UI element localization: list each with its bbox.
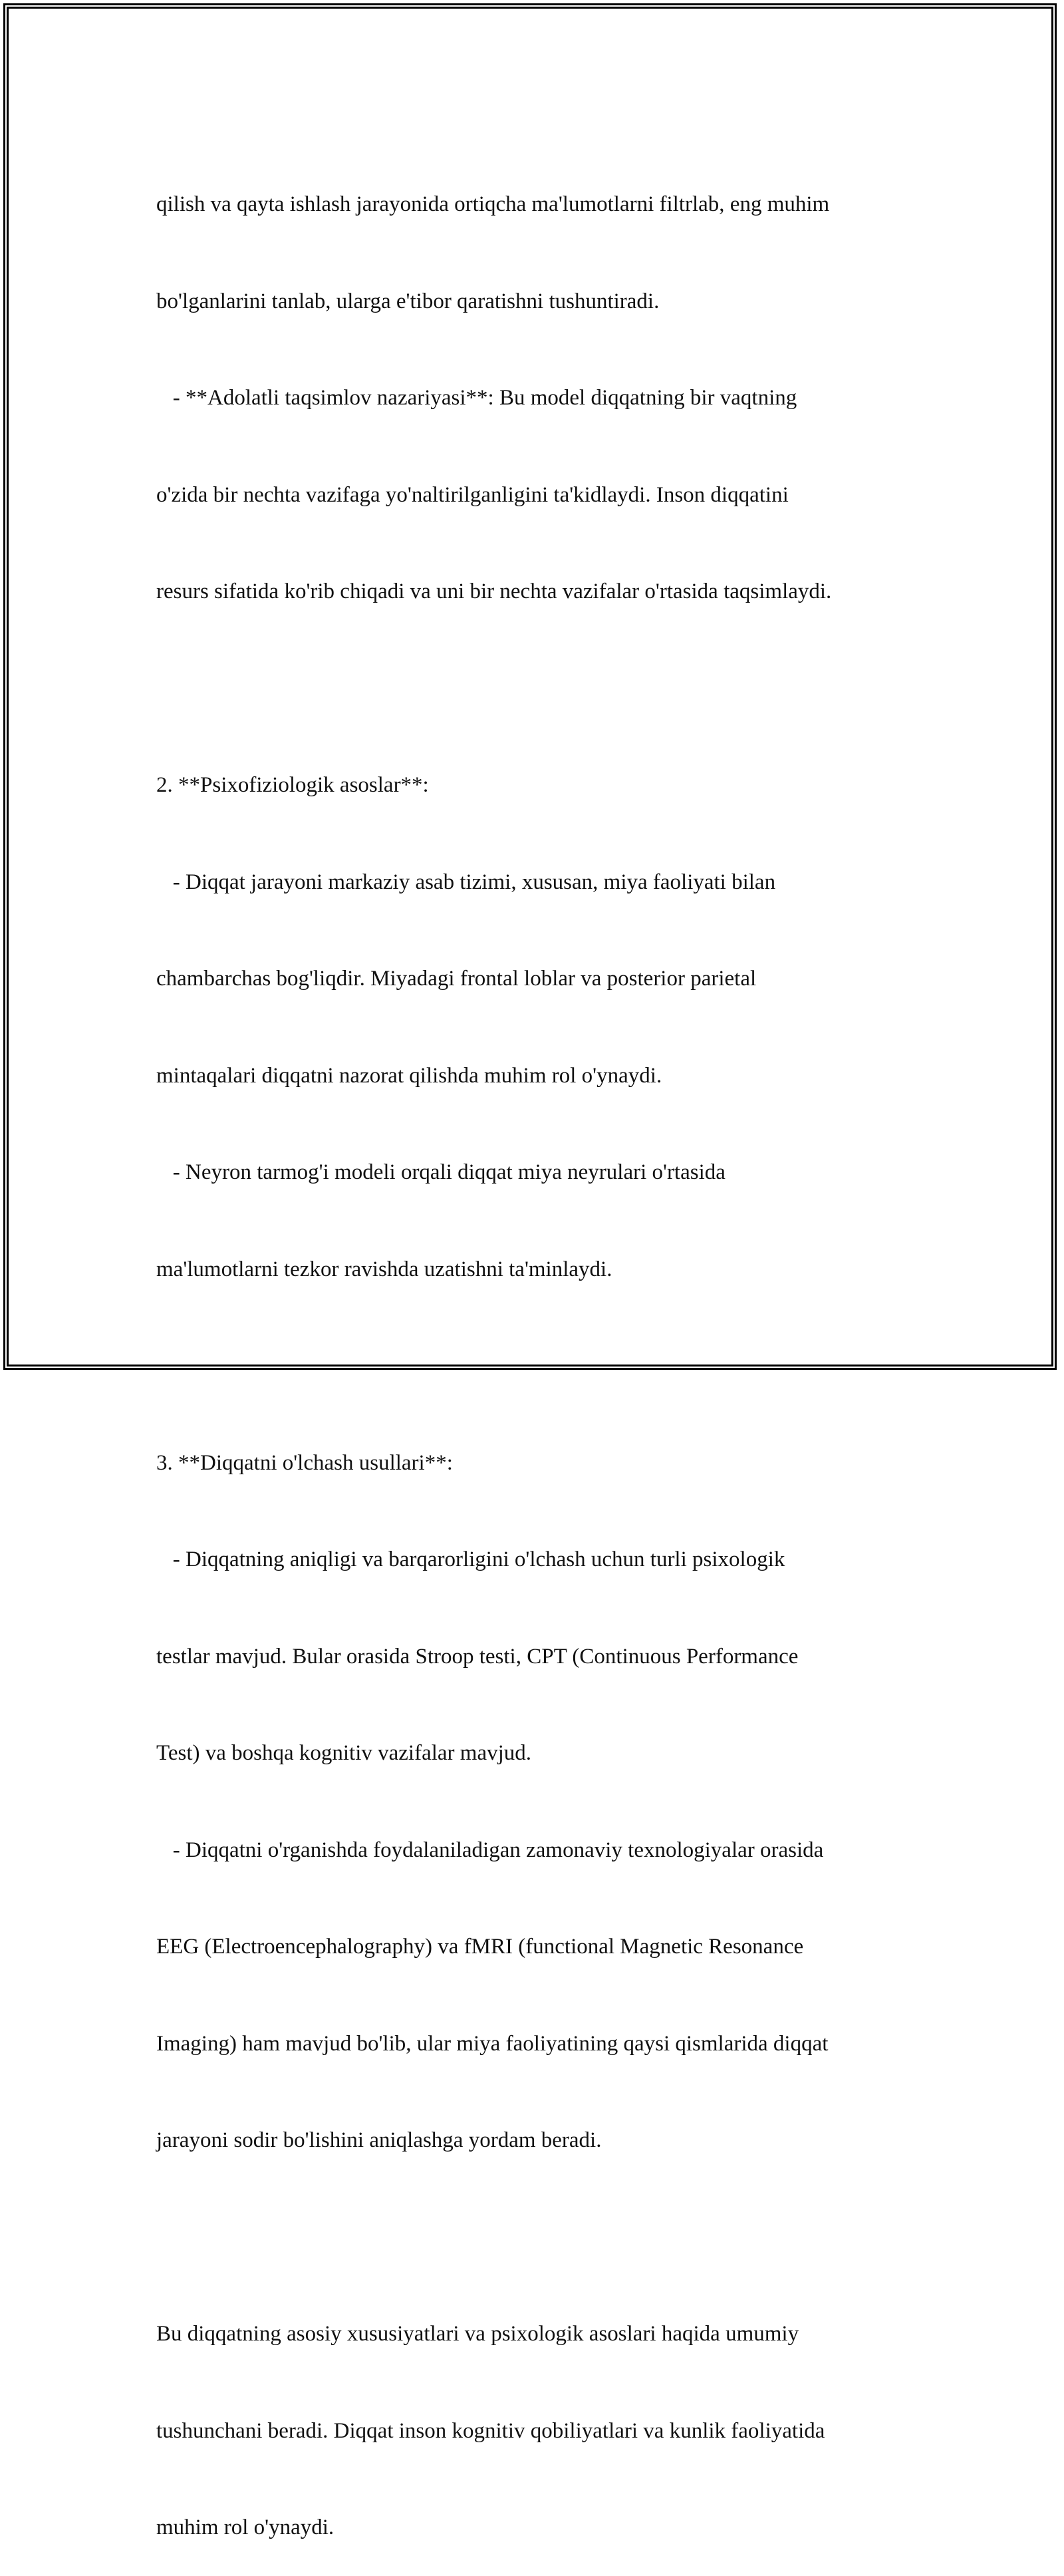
text-line: - Diqqat jarayoni markaziy asab tizimi, xususan, miya faoliyati bilan bbox=[156, 870, 776, 894]
text-line: - Diqqatning aniqligi va barqarorligini o'lchash uchun turli psixologik bbox=[156, 1547, 785, 1571]
text-line: chambarchas bog'liqdir. Miyadagi frontal loblar va posterior parietal bbox=[156, 967, 757, 991]
blank-line bbox=[156, 2221, 921, 2254]
text-line: EEG (Electroencephalography) va fMRI (functional Magnetic Resonance bbox=[156, 1935, 804, 1959]
text-line: Bu diqqatning asosiy xususiyatlari va psixologik asoslari haqida umumiy bbox=[156, 2322, 799, 2346]
text-line: testlar mavjud. Bular orasida Stroop testi, CPT (Continuous Performance bbox=[156, 1644, 799, 1669]
text-line: resurs sifatida ko'rib chiqadi va uni bir nechta vazifalar o'rtasida taqsimlaydi. bbox=[156, 579, 832, 603]
text-line: qilish va qayta ishlash jarayonida ortiqcha ma'lumotlarni filtrlab, eng muhim bbox=[156, 192, 830, 216]
text-line: - Neyron tarmog'i modeli orqali diqqat miya neyrulari o'rtasida bbox=[156, 1160, 726, 1184]
text-line: jarayoni sodir bo'lishini aniqlashga yordam beradi. bbox=[156, 2128, 602, 2152]
text-line: mintaqalari diqqatni nazorat qilishda muhim rol o'ynaydi. bbox=[156, 1063, 662, 1088]
blank-line bbox=[156, 1350, 921, 1382]
section-heading: 2. **Psixofiziologik asoslar**: bbox=[156, 773, 429, 797]
blank-line bbox=[156, 673, 921, 705]
text-line: o'zida bir nechta vazifaga yo'naltirilganligini ta'kidlaydi. Inson diqqatini bbox=[156, 482, 789, 507]
section-heading: 3. **Diqqatni o'lchash usullari**: bbox=[156, 1450, 453, 1475]
text-line: - **Adolatli taqsimlov nazariyasi**: Bu model diqqatning bir vaqtning bbox=[156, 386, 797, 410]
document-body bbox=[156, 124, 921, 2576]
text-line: Imaging) ham mavjud bo'lib, ular miya faoliyatining qaysi qismlarida diqqat bbox=[156, 2031, 829, 2056]
text-line: bo'lganlarini tanlab, ularga e'tibor qaratishni tushuntiradi. bbox=[156, 289, 660, 313]
text-line: - Diqqatni o'rganishda foydalaniladigan zamonaviy texnologiyalar orasida bbox=[156, 1838, 824, 1862]
text-line: muhim rol o'ynaydi. bbox=[156, 2515, 334, 2539]
text-line: Test) va boshqa kognitiv vazifalar mavjud. bbox=[156, 1741, 532, 1765]
text-line: ma'lumotlarni tezkor ravishda uzatishni ta'minlaydi. bbox=[156, 1257, 612, 1281]
text-line: tushunchani beradi. Diqqat inson kognitiv qobiliyatlari va kunlik faoliyatida bbox=[156, 2418, 825, 2443]
